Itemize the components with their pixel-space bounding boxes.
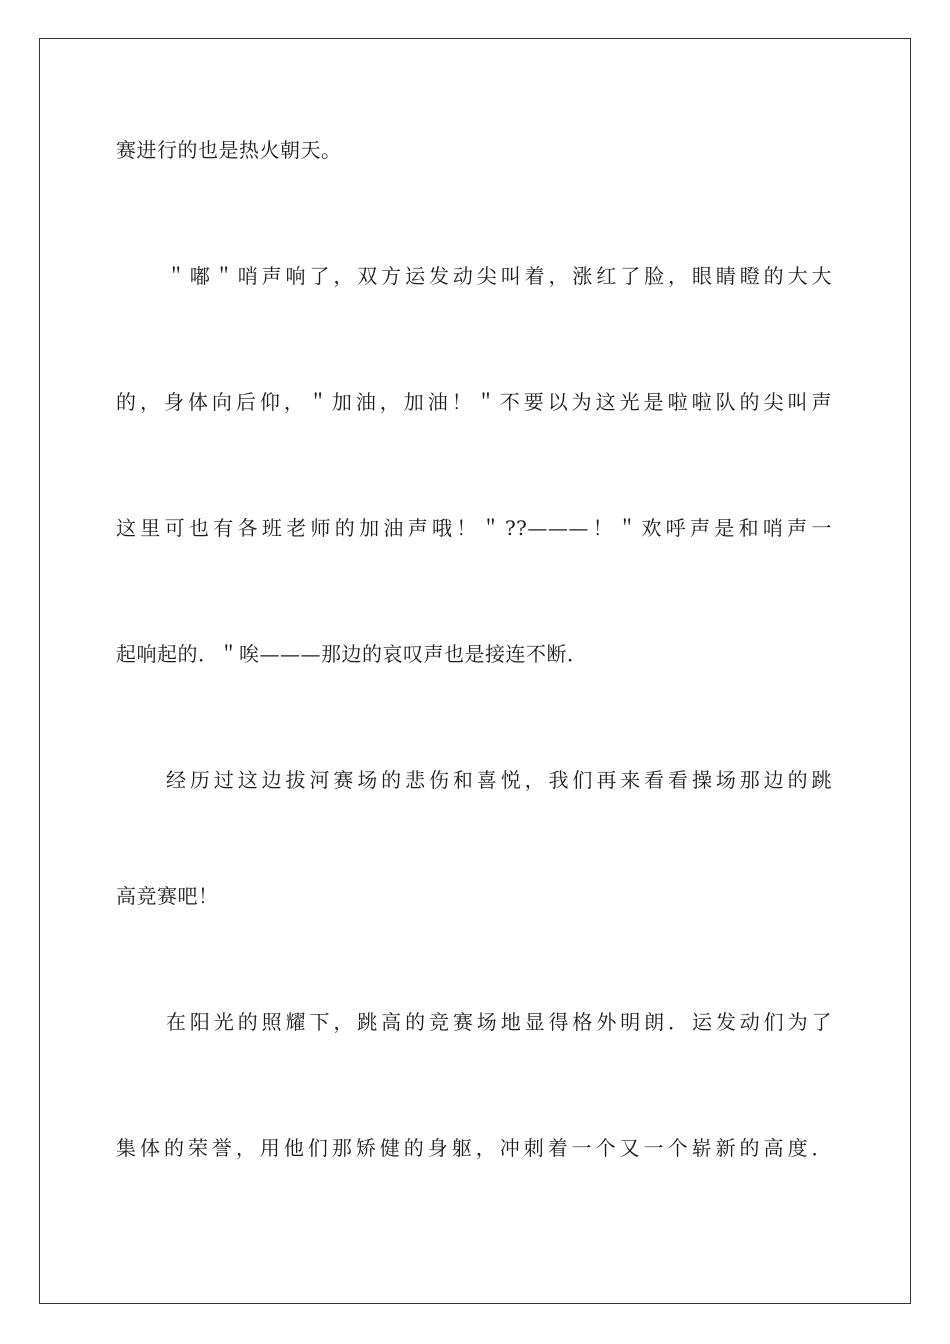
text-line-9: 集体的荣誉，用他们那矫健的身躯，冲刺着一个又一个崭新的高度． — [116, 1136, 832, 1160]
text-line-2: ＂嘟＂哨声响了，双方运发动尖叫着，涨红了脸，眼睛瞪的大大 — [166, 264, 832, 288]
text-line-7: 高竞赛吧！ — [116, 884, 219, 908]
text-line-3: 的，身体向后仰，＂加油，加油！＂不要以为这光是啦啦队的尖叫声 — [116, 390, 832, 414]
text-line-8: 在阳光的照耀下，跳高的竞赛场地显得格外明朗．运发动们为了 — [166, 1010, 832, 1034]
text-line-5: 起响起的．＂唉———那边的哀叹声也是接连不断． — [116, 642, 588, 666]
text-line-1: 赛进行的也是热火朝天。 — [116, 138, 342, 162]
page-border — [39, 38, 911, 1304]
text-line-4: 这里可也有各班老师的加油声哦！＂??———！＂欢呼声是和哨声一 — [116, 516, 832, 540]
text-line-6: 经历过这边拔河赛场的悲伤和喜悦，我们再来看看操场那边的跳 — [166, 768, 832, 792]
